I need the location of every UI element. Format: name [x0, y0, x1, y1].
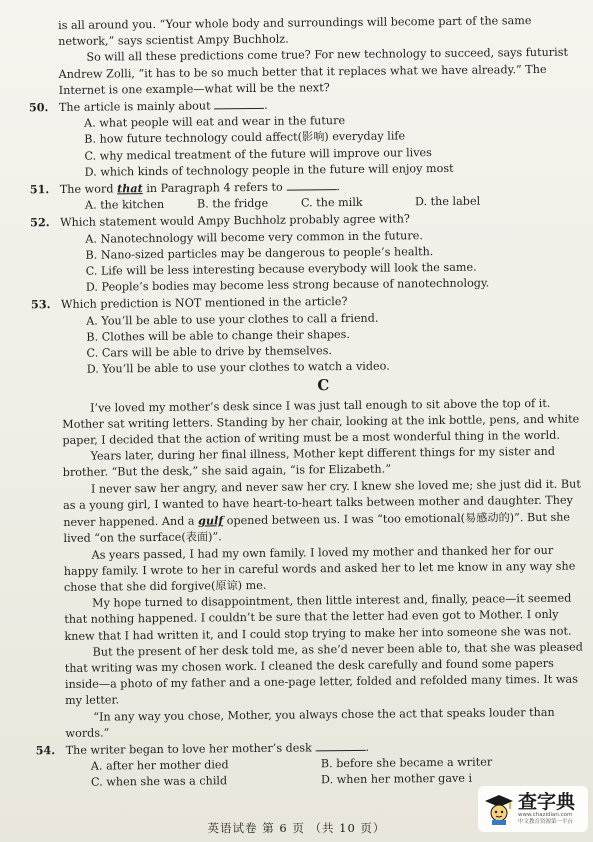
option-54-a: A. after her mother died [90, 758, 229, 773]
option-54-d: D. when her mother gave i [320, 772, 473, 787]
passage-c-p5: My hope turned to disappointment, then little interest and, finally, peace—it seemed that nothing happened. I couldn’t be sure that the letter had even got to Mother. I only knew that I had written it, and I could stop trying to make her into someone she was not. [64, 591, 572, 643]
answer-blank [315, 739, 365, 752]
option-54-c: C. when she was a child [90, 774, 228, 790]
section-heading-c: C [317, 376, 330, 395]
passage-c-p3 [63, 476, 587, 547]
watermark-title: 查字典 [518, 791, 576, 813]
option-50-a: A. what people will eat and wear in the future [84, 114, 346, 130]
watermark-subtitle: 中文教育资源第一平台 [518, 819, 574, 825]
stem-end: . [365, 740, 370, 754]
answer-blank [214, 97, 264, 110]
stem-end: . [336, 180, 340, 194]
passage-c-p3-pre: I never saw her angry, and never saw her cry. I knew she loved me; she just did it. But as a young girl, I wanted to have heart-to-heart talks between mother and daughter. They never happened. And a [63, 477, 581, 530]
question-stem: The writer began to love her mother’s desk [65, 741, 312, 757]
passage-b-tail-p2: So will all these predictions come true? For new technology to succeed, says futurist Andrew Zolli, “it has to be so much better that it replaces what we have already.” The Internet is one example—what will be the next? [58, 46, 569, 97]
option-51-d: D. the label [414, 194, 481, 209]
option-52-c: C. Life will be less interesting because everybody will look the same. [85, 260, 477, 278]
watermark [478, 786, 588, 832]
page-content [28, 13, 589, 792]
passage-c-p7: “In any way you chose, Mother, you always chose the act that speaks louder than words.” [65, 705, 555, 740]
question-number: 52. [30, 215, 50, 230]
page-footer: 英语试卷 第 6 页 （共 10 页） [207, 821, 386, 835]
option-51-a: A. the kitchen [84, 198, 165, 212]
question-stem: The article is mainly about [58, 99, 211, 115]
passage-c-p1: I’ve loved my mother’s desk since I was just tall enough to sit above the top of it. Mother sat writing letters. Standing by her chair, looking at the ink bottle, pens, and white paper, I decided that the action of writing must be a most wonderful thing in the world. [62, 396, 580, 448]
stem-end: . [264, 98, 268, 112]
option-50-b: B. how future technology could affect(影响) everyday life [84, 129, 406, 147]
question-stem: The word [59, 182, 118, 197]
question-number: 51. [29, 182, 50, 197]
option-52-a: A. Nanotechnology will become very common in the future. [85, 228, 423, 246]
option-51-c: C. the milk [300, 196, 363, 210]
question-stem-post: in Paragraph 4 refers to [142, 180, 283, 196]
option-54-b: B. before she became a writer [320, 755, 493, 771]
watermark-url: www.chazidian.com [518, 812, 573, 818]
question-number: 53. [30, 297, 51, 312]
option-53-a: A. You’ll be able to use your clothes to call a friend. [86, 311, 379, 328]
mascot-icon [482, 792, 516, 826]
question-number: 54. [35, 743, 56, 758]
key-word-that: that [116, 181, 143, 196]
option-53-b: B. Clothes will be able to change their shapes. [86, 327, 350, 344]
key-word-gulf: gulf [198, 513, 224, 528]
option-52-d: D. People’s bodies may become less strong because of nanotechnology. [85, 276, 490, 294]
question-number: 50. [28, 100, 49, 115]
watermark-text [518, 792, 575, 826]
option-50-d: D. which kinds of technology people in the future will enjoy most [84, 161, 454, 179]
option-52-b: B. Nano-sized particles may be dangerous to people’s health. [85, 244, 434, 262]
question-stem: Which prediction is NOT mentioned in the article? [60, 295, 348, 312]
option-53-d: D. You’ll be able to use your clothes to watch a video. [86, 359, 390, 376]
passage-c-p6: But the present of her desk told me, as she’d never been able to, that she was pleased that writing was my chosen work. I cleaned the desk carefully and found some papers inside—a photo of my father and a one-page letter, folded and refolded many times. It was my letter. [64, 640, 583, 708]
option-50-c: C. why medical treatment of the future will improve our lives [84, 145, 432, 163]
answer-blank [286, 178, 336, 191]
passage-b-tail-p1: is all around you. “Your whole body and surroundings will become part of the same network,” says scientist Ampy Buchholz. [58, 14, 532, 49]
passage-c-p4: As years passed, I had my own family. I loved my mother and thanked her for our happy family. I wrote to her in careful words and asked her to let me know in any way she chose that she did forgive(原谅) me. [63, 543, 576, 594]
option-51-b: B. the fridge [196, 197, 269, 211]
passage-c-p2: Years later, during her final illness, Mother kept different things for my sister and brother. “But the desk,” she said again, “is for Elizabeth.” [62, 445, 556, 480]
passage-c-p3-post: opened between us. I was “too emotional(易感动的)”. But she lived “on the surface(表面)”. [63, 510, 571, 546]
option-53-c: C. Cars will be able to drive by themselves. [86, 344, 333, 360]
question-stem: Which statement would Ampy Buchholz probably agree with? [60, 212, 410, 230]
